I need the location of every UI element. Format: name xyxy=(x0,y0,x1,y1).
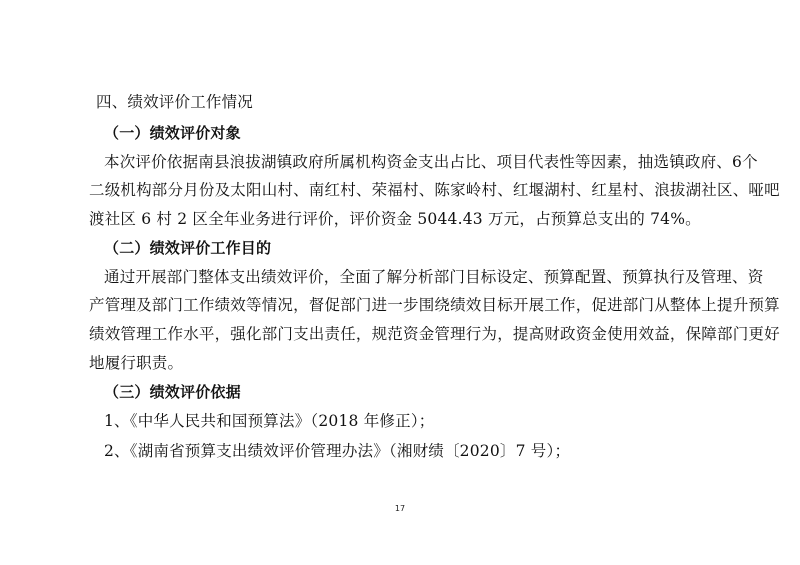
list-item: 2、《湖南省预算支出绩效评价管理办法》（湘财绩〔2020〕7 号）； xyxy=(104,442,571,460)
subsection-title-1: （一）绩效评价对象 xyxy=(104,124,241,142)
section-title: 四、绩效评价工作情况 xyxy=(96,93,254,111)
paragraph-line: 渡社区 6 村 2 区全年业务进行评价，评价资金 5044.43 万元，占预算总支出的 74%。 xyxy=(89,210,701,228)
paragraph-line: 本次评价依据南县浪拔湖镇政府所属机构资金支出占比、项目代表性等因素，抽选镇政府、6个 xyxy=(104,153,758,171)
paragraph-line: 二级机构部分月份及太阳山村、南红村、荣福村、陈家岭村、红堰湖村、红星村、浪拔湖社区、哑吧 xyxy=(89,181,780,199)
list-item: 1、《中华人民共和国预算法》（2018 年修正）； xyxy=(104,412,435,430)
paragraph-line: 产管理及部门工作绩效等情况，督促部门进一步围绕绩效目标开展工作，促进部门从整体上提升预算 xyxy=(89,296,780,314)
paragraph-line: 地履行职责。 xyxy=(89,354,184,372)
subsection-title-2: （二）绩效评价工作目的 xyxy=(104,239,272,257)
page-number: 17 xyxy=(394,504,406,513)
subsection-title-3: （三）绩效评价依据 xyxy=(104,383,241,401)
paragraph-line: 通过开展部门整体支出绩效评价，全面了解分析部门目标设定、预算配置、预算执行及管理、资 xyxy=(104,268,764,286)
paragraph-line: 绩效管理工作水平，强化部门支出责任，规范资金管理行为，提高财政资金使用效益，保障部门更好 xyxy=(89,325,780,343)
